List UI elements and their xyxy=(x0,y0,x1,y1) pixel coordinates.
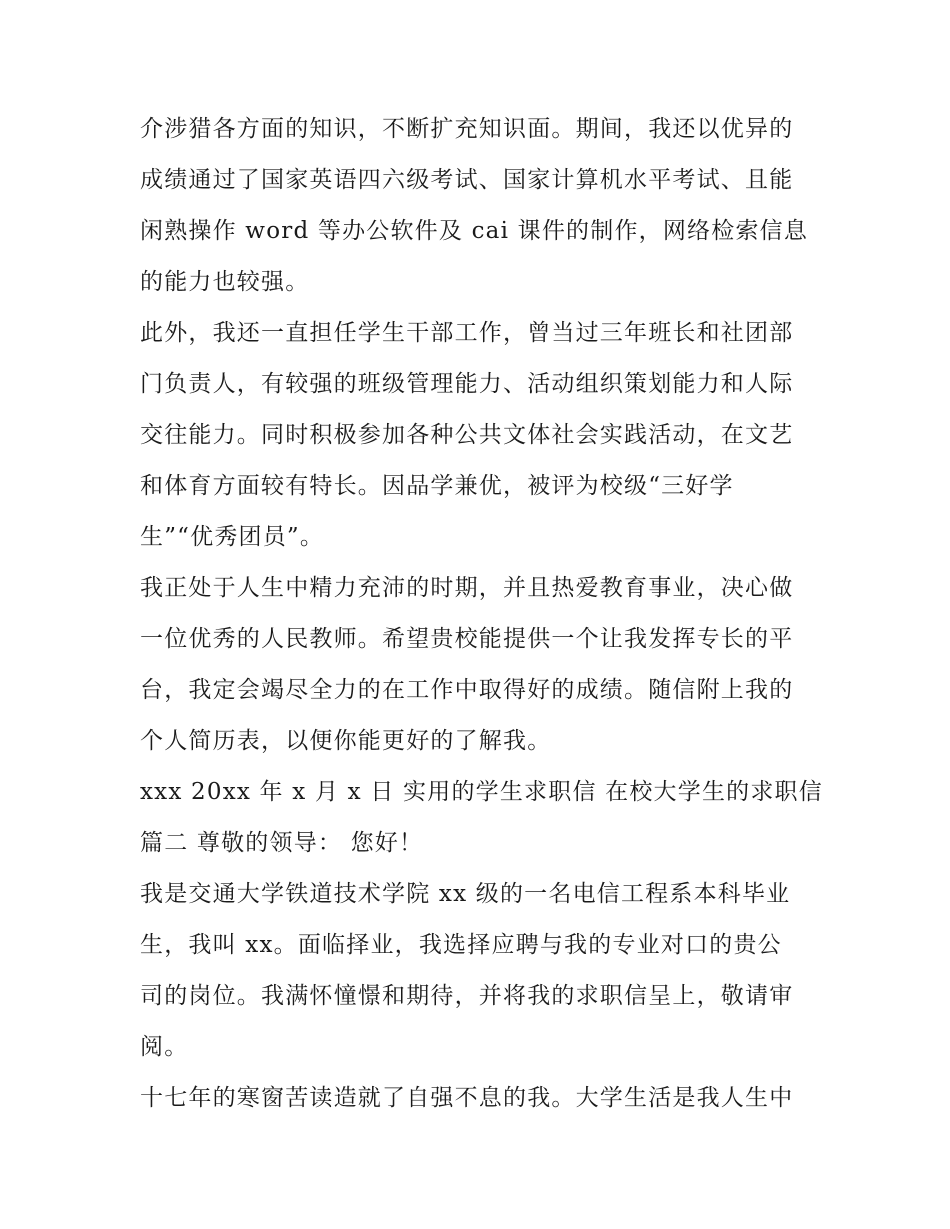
text-line: 闲熟操作 word 等办公软件及 cai 课件的制作，网络检索信息 xyxy=(140,218,809,244)
text-line: 的能力也较强。 xyxy=(140,269,310,295)
text-line: 和体育方面较有特长。因品学兼优，被评为校级“三好学 xyxy=(140,473,734,499)
text-line: xxx 20xx 年 x 月 x 日 实用的学生求职信 在校大学生的求职信 xyxy=(140,779,823,805)
text-line: 我是交通大学铁道技术学院 xx 级的一名电信工程系本科毕业 xyxy=(140,881,791,907)
document-body xyxy=(140,104,823,1124)
text-line: 阅。 xyxy=(140,1034,189,1060)
text-line: 我正处于人生中精力充沛的时期，并且热爱教育事业，决心做 xyxy=(140,575,794,601)
text-line: 交往能力。同时积极参加各种公共文体社会实践活动，在文艺 xyxy=(140,422,794,448)
text-line: 介涉猎各方面的知识，不断扩充知识面。期间，我还以优异的 xyxy=(140,116,794,142)
text-line: 生”“优秀团员”。 xyxy=(140,524,325,550)
text-line: 此外，我还一直担任学生干部工作，曾当过三年班长和社团部 xyxy=(140,320,794,346)
text-line: 台，我定会竭尽全力的在工作中取得好的成绩。随信附上我的 xyxy=(140,677,794,703)
text-line: 门负责人，有较强的班级管理能力、活动组织策划能力和人际 xyxy=(140,371,794,397)
text-line: 个人简历表，以便你能更好的了解我。 xyxy=(140,728,552,754)
text-line: 一位优秀的人民教师。希望贵校能提供一个让我发挥专长的平 xyxy=(140,626,794,652)
text-line: 生，我叫 xx。面临择业，我选择应聘与我的专业对口的贵公 xyxy=(140,932,782,958)
text-line: 十七年的寒窗苦读造就了自强不息的我。大学生活是我人生中 xyxy=(140,1085,794,1111)
text-line: 成绩通过了国家英语四六级考试、国家计算机水平考试、且能 xyxy=(140,167,794,193)
text-line: 篇二 尊敬的领导： 您好！ xyxy=(140,830,424,856)
text-line: 司的岗位。我满怀憧憬和期待，并将我的求职信呈上，敬请审 xyxy=(140,983,794,1009)
